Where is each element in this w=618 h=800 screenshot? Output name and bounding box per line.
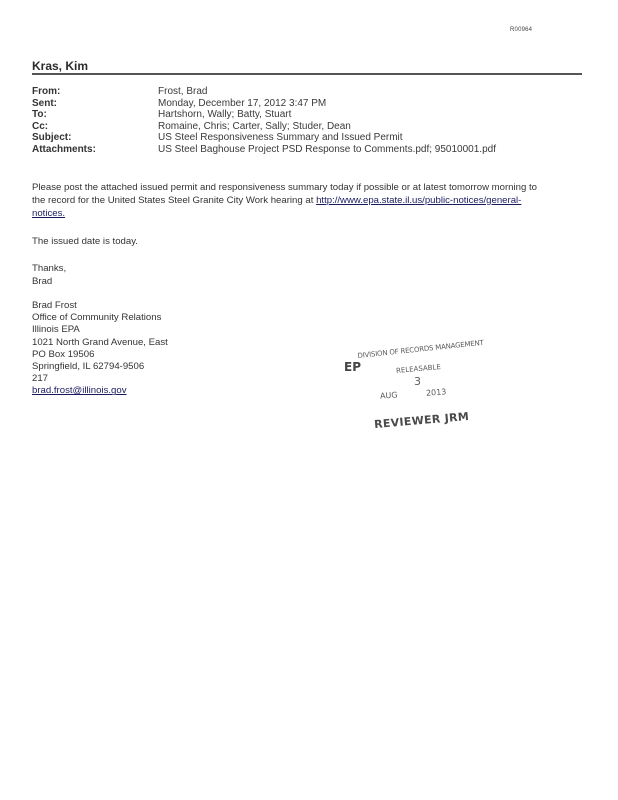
stamp-releasable: RELEASABLE	[395, 363, 442, 375]
signature-phone: 217	[32, 373, 49, 385]
sent-label: Sent:	[32, 97, 57, 109]
stamp-day: 3	[414, 375, 421, 388]
stamp-month: AUG	[379, 390, 398, 401]
signature-po-box: PO Box 19506	[32, 348, 95, 360]
signature-email[interactable]: brad.frost@illinois.gov	[32, 385, 127, 397]
header-rule	[32, 73, 582, 75]
public-notices-link-cont[interactable]: notices.	[32, 208, 66, 219]
signature-office: Office of Community Relations	[32, 312, 162, 324]
to-label: To:	[32, 109, 47, 121]
public-notices-link[interactable]: http://www.epa.state.il.us/public-notices/general-	[316, 195, 522, 206]
subject-value: US Steel Responsiveness Summary and Issued Permit	[158, 132, 403, 144]
body-line-2-text: the record for the United States Steel Granite City Work hearing at	[32, 195, 314, 206]
body-line-1: Please post the attached issued permit and responsiveness summary today if possible or at latest tomorrow morning to	[32, 182, 537, 193]
sent-value: Monday, December 17, 2012 3:47 PM	[158, 97, 327, 109]
stamp-reviewer: REVIEWER JRM	[373, 409, 470, 432]
body-paragraph-2: The issued date is today.	[32, 236, 138, 247]
attachments-value[interactable]: US Steel Baghouse Project PSD Response to Comments.pdf; 95010001.pdf	[158, 143, 496, 155]
sender-name: Kras, Kim	[32, 59, 89, 73]
from-value: Frost, Brad	[158, 86, 208, 97]
signature-city: Springfield, IL 62794-9506	[32, 361, 145, 373]
page-id: R00964	[510, 27, 533, 33]
stamp-logo-icon: EP	[344, 360, 361, 374]
signature-block	[32, 300, 168, 398]
stamp-year: 2013	[425, 387, 447, 398]
subject-label: Subject:	[32, 132, 72, 144]
body-line-2	[32, 194, 537, 207]
closing-thanks: Thanks,	[32, 263, 67, 274]
closing	[32, 262, 66, 288]
cc-value: Romaine, Chris; Carter, Sally; Studer, Dean	[158, 120, 351, 132]
attachments-label: Attachments:	[32, 143, 96, 155]
cc-label: Cc:	[32, 120, 49, 132]
body-line-3	[32, 207, 537, 220]
signature-name: Brad Frost	[32, 300, 77, 311]
stamp-division: DIVISION OF RECORDS MANAGEMENT	[357, 338, 485, 360]
from-label: From:	[32, 86, 61, 97]
signature-agency: Illinois EPA	[32, 324, 80, 336]
body-paragraph-1	[32, 181, 537, 220]
signature-street: 1021 North Grand Avenue, East	[32, 336, 168, 348]
to-value: Hartshorn, Wally; Batty, Stuart	[158, 109, 292, 121]
closing-name: Brad	[32, 276, 53, 287]
